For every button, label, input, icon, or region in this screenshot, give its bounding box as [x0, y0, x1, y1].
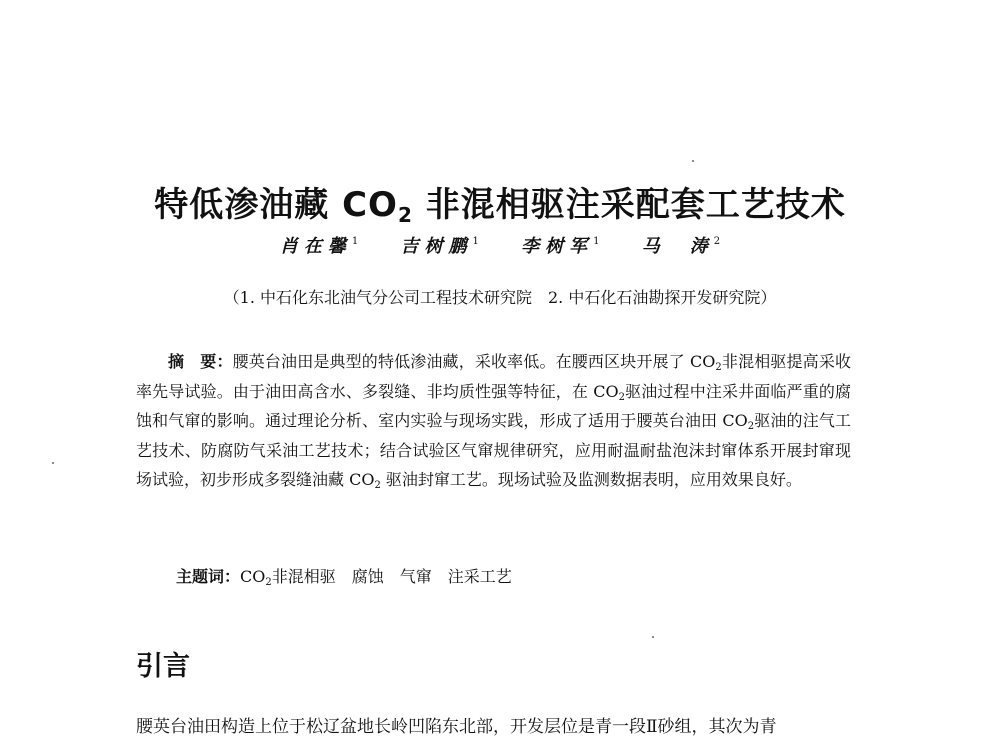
- abstract-paragraph: [136, 347, 851, 495]
- section-heading-introduction: 引言: [136, 651, 190, 682]
- author-list: [0, 234, 1000, 260]
- abstract-label: 摘 要：: [168, 352, 233, 371]
- body-first-line: 腰英台油田构造上位于松辽盆地长岭凹陷东北部，开发层位是青一段Ⅱ砂组，其次为青: [136, 717, 777, 737]
- author-affil-mark: 2: [713, 236, 721, 247]
- keywords-line: [176, 563, 512, 591]
- title-suffix: 非混相驱注采配套工艺技术: [412, 184, 846, 225]
- co2-subscript: 2: [265, 577, 272, 588]
- co2-subscript: 2: [618, 391, 625, 403]
- title-subscript: 2: [397, 202, 413, 227]
- author: 马 涛$^2$: [641, 236, 721, 257]
- author: 李树军$^1$: [521, 236, 600, 257]
- keywords-label: 主题词：: [176, 567, 241, 586]
- abstract-text: 非混相驱提高采收率先导试验。由于油田高含水、多裂缝、非均质性强等特征，在 CO: [136, 352, 851, 401]
- keyword-co2: CO: [240, 567, 266, 586]
- paper-title: [0, 183, 1000, 227]
- author-affil-mark: 1: [593, 236, 600, 247]
- co2-subscript: 2: [374, 480, 381, 491]
- scan-speck: [692, 160, 694, 162]
- author-affil-mark: 1: [351, 236, 359, 247]
- keywords-value: 非混相驱 腐蚀 气窜 注采工艺: [271, 567, 512, 586]
- author-affil-mark: 1: [472, 236, 479, 247]
- title-prefix: 特低渗油藏 CO: [154, 184, 398, 225]
- author: 肖在馨$^1$: [279, 236, 359, 257]
- abstract-text: 驱油的注气工艺技术、防腐防气采油工艺技术；结合试验区气窜规律研究，应用耐温耐盐泡沫封窜体系开展封窜现场试验，初步形成多裂缝油藏 CO: [136, 411, 851, 489]
- abstract-text: 驱油封窜工艺。现场试验及监测数据表明，应用效果良好。: [380, 470, 802, 489]
- co2-subscript: 2: [747, 421, 755, 432]
- scan-speck: [652, 636, 654, 638]
- author: 吉树鹏$^1$: [400, 236, 479, 257]
- abstract-text: 腰英台油田是典型的特低渗油藏，采收率低。在腰西区块开展了 CO: [232, 352, 716, 371]
- affiliation-line: （1. 中石化东北油气分公司工程技术研究院 2. 中石化石油勘探开发研究院）: [223, 288, 777, 307]
- scan-speck: [52, 462, 54, 464]
- co2-subscript: 2: [715, 362, 722, 373]
- abstract-text: 驱油过程中注采井面临严重的腐蚀和气窜的影响。通过理论分析、室内实验与现场实践，形成了适用于腰英台油田 CO: [136, 381, 851, 430]
